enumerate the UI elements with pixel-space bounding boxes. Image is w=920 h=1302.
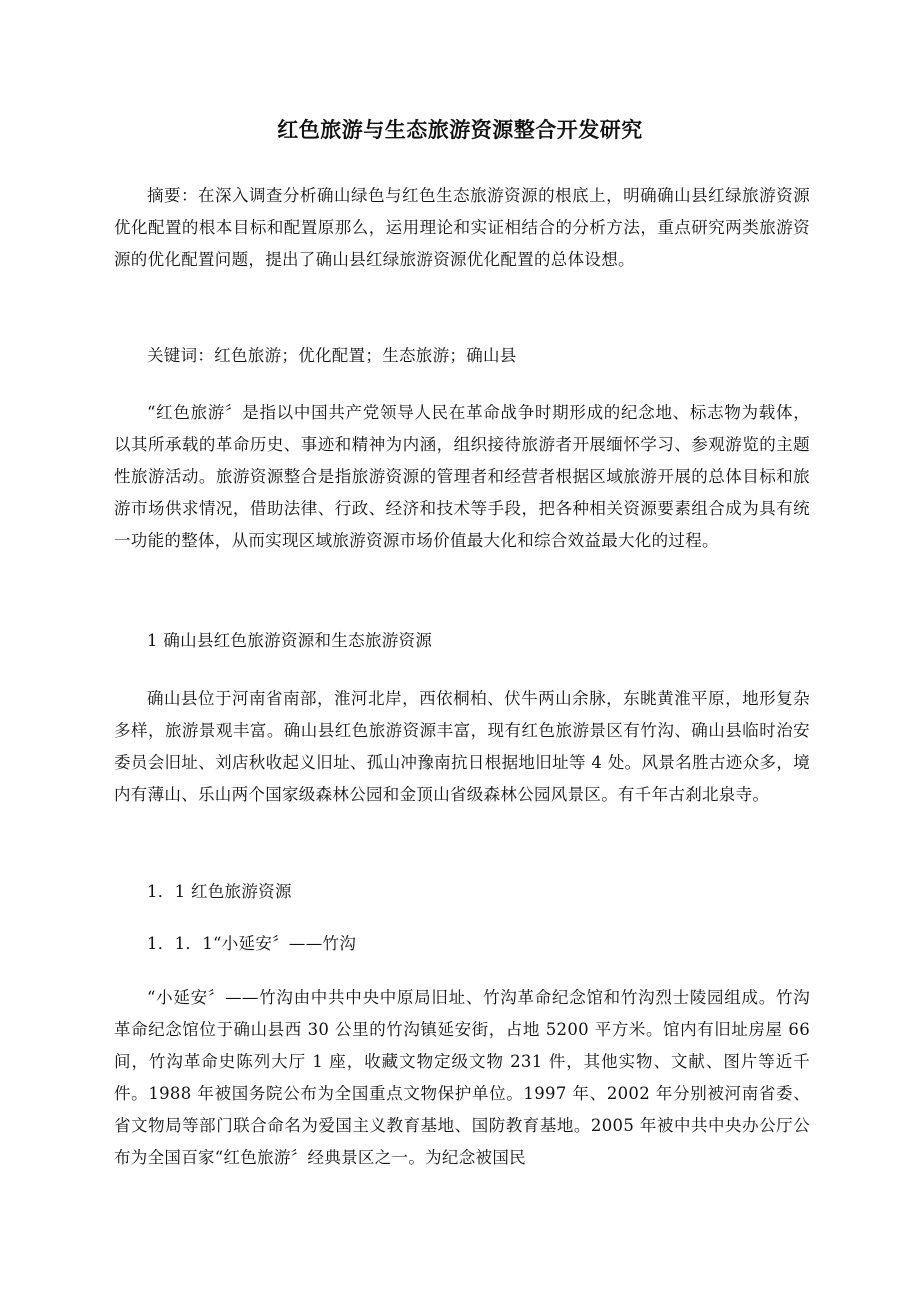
section-1-1-1-paragraph: “小延安〞——竹沟由中共中央中原局旧址、竹沟革命纪念馆和竹沟烈士陵园组成。竹沟革命纪念馆位于确山县西 30 公里的竹沟镇延安街，占地 5200 平方米。馆内有旧址房屋 66 间，竹沟革命史陈列大厅 1 座，收藏文物定级文物 231 件，其他实物、文献、图片等近千件。1988 年被国务院公布为全国重点文物保护单位。1997 年、2002 年分别被河南省委、省文物局等部门联合命名为爱国主义教育基地、国防教育基地。2005 年被中共中央办公厅公布为全国百家“红色旅游〞经典景区之一。为纪念被国民 — [114, 988, 810, 1167]
section-1-1-heading: 1．1 红色旅游资源 — [147, 882, 292, 901]
section-1-heading: 1 确山县红色旅游资源和生态旅游资源 — [147, 631, 433, 650]
section-1-1-1-heading: 1．1．1“小延安〞——竹沟 — [147, 934, 357, 953]
intro-paragraph: “红色旅游〞是指以中国共产党领导人民在革命战争时期形成的纪念地、标志物为载体，以其所承载的革命历史、事迹和精神为内涵，组织接待旅游者开展缅怀学习、参观游览的主题性旅游活动。旅游资源整合是指旅游资源的管理者和经营者根据区域旅游开展的总体目标和旅游市场供求情况，借助法律、行政、经济和技术等手段，把各种相关资源要素组合成为具有统一功能的整体，从而实现区域旅游资源市场价值最大化和综合效益最大化的过程。 — [114, 403, 810, 550]
document-title: 红色旅游与生态旅游资源整合开发研究 — [277, 117, 643, 142]
keywords-paragraph: 关键词：红色旅游；优化配置；生态旅游；确山县 — [147, 346, 517, 365]
abstract-paragraph: 摘要：在深入调查分析确山绿色与红色生态旅游资源的根底上，明确确山县红绿旅游资源优化配置的根本目标和配置原那么，运用理论和实证相结合的分析方法，重点研究两类旅游资源的优化配置问题，提出了确山县红绿旅游资源优化配置的总体设想。 — [114, 186, 810, 269]
section-1-paragraph: 确山县位于河南省南部，淮河北岸，西依桐柏、伏牛两山余脉，东眺黄淮平原，地形复杂多样，旅游景观丰富。确山县红色旅游资源丰富，现有红色旅游景区有竹沟、确山县临时治安委员会旧址、刘店秋收起义旧址、孤山冲豫南抗日根据地旧址等 4 处。风景名胜古迹众多，境内有薄山、乐山两个国家级森林公园和金顶山省级森林公园风景区。有千年古刹北泉寺。 — [114, 689, 810, 804]
